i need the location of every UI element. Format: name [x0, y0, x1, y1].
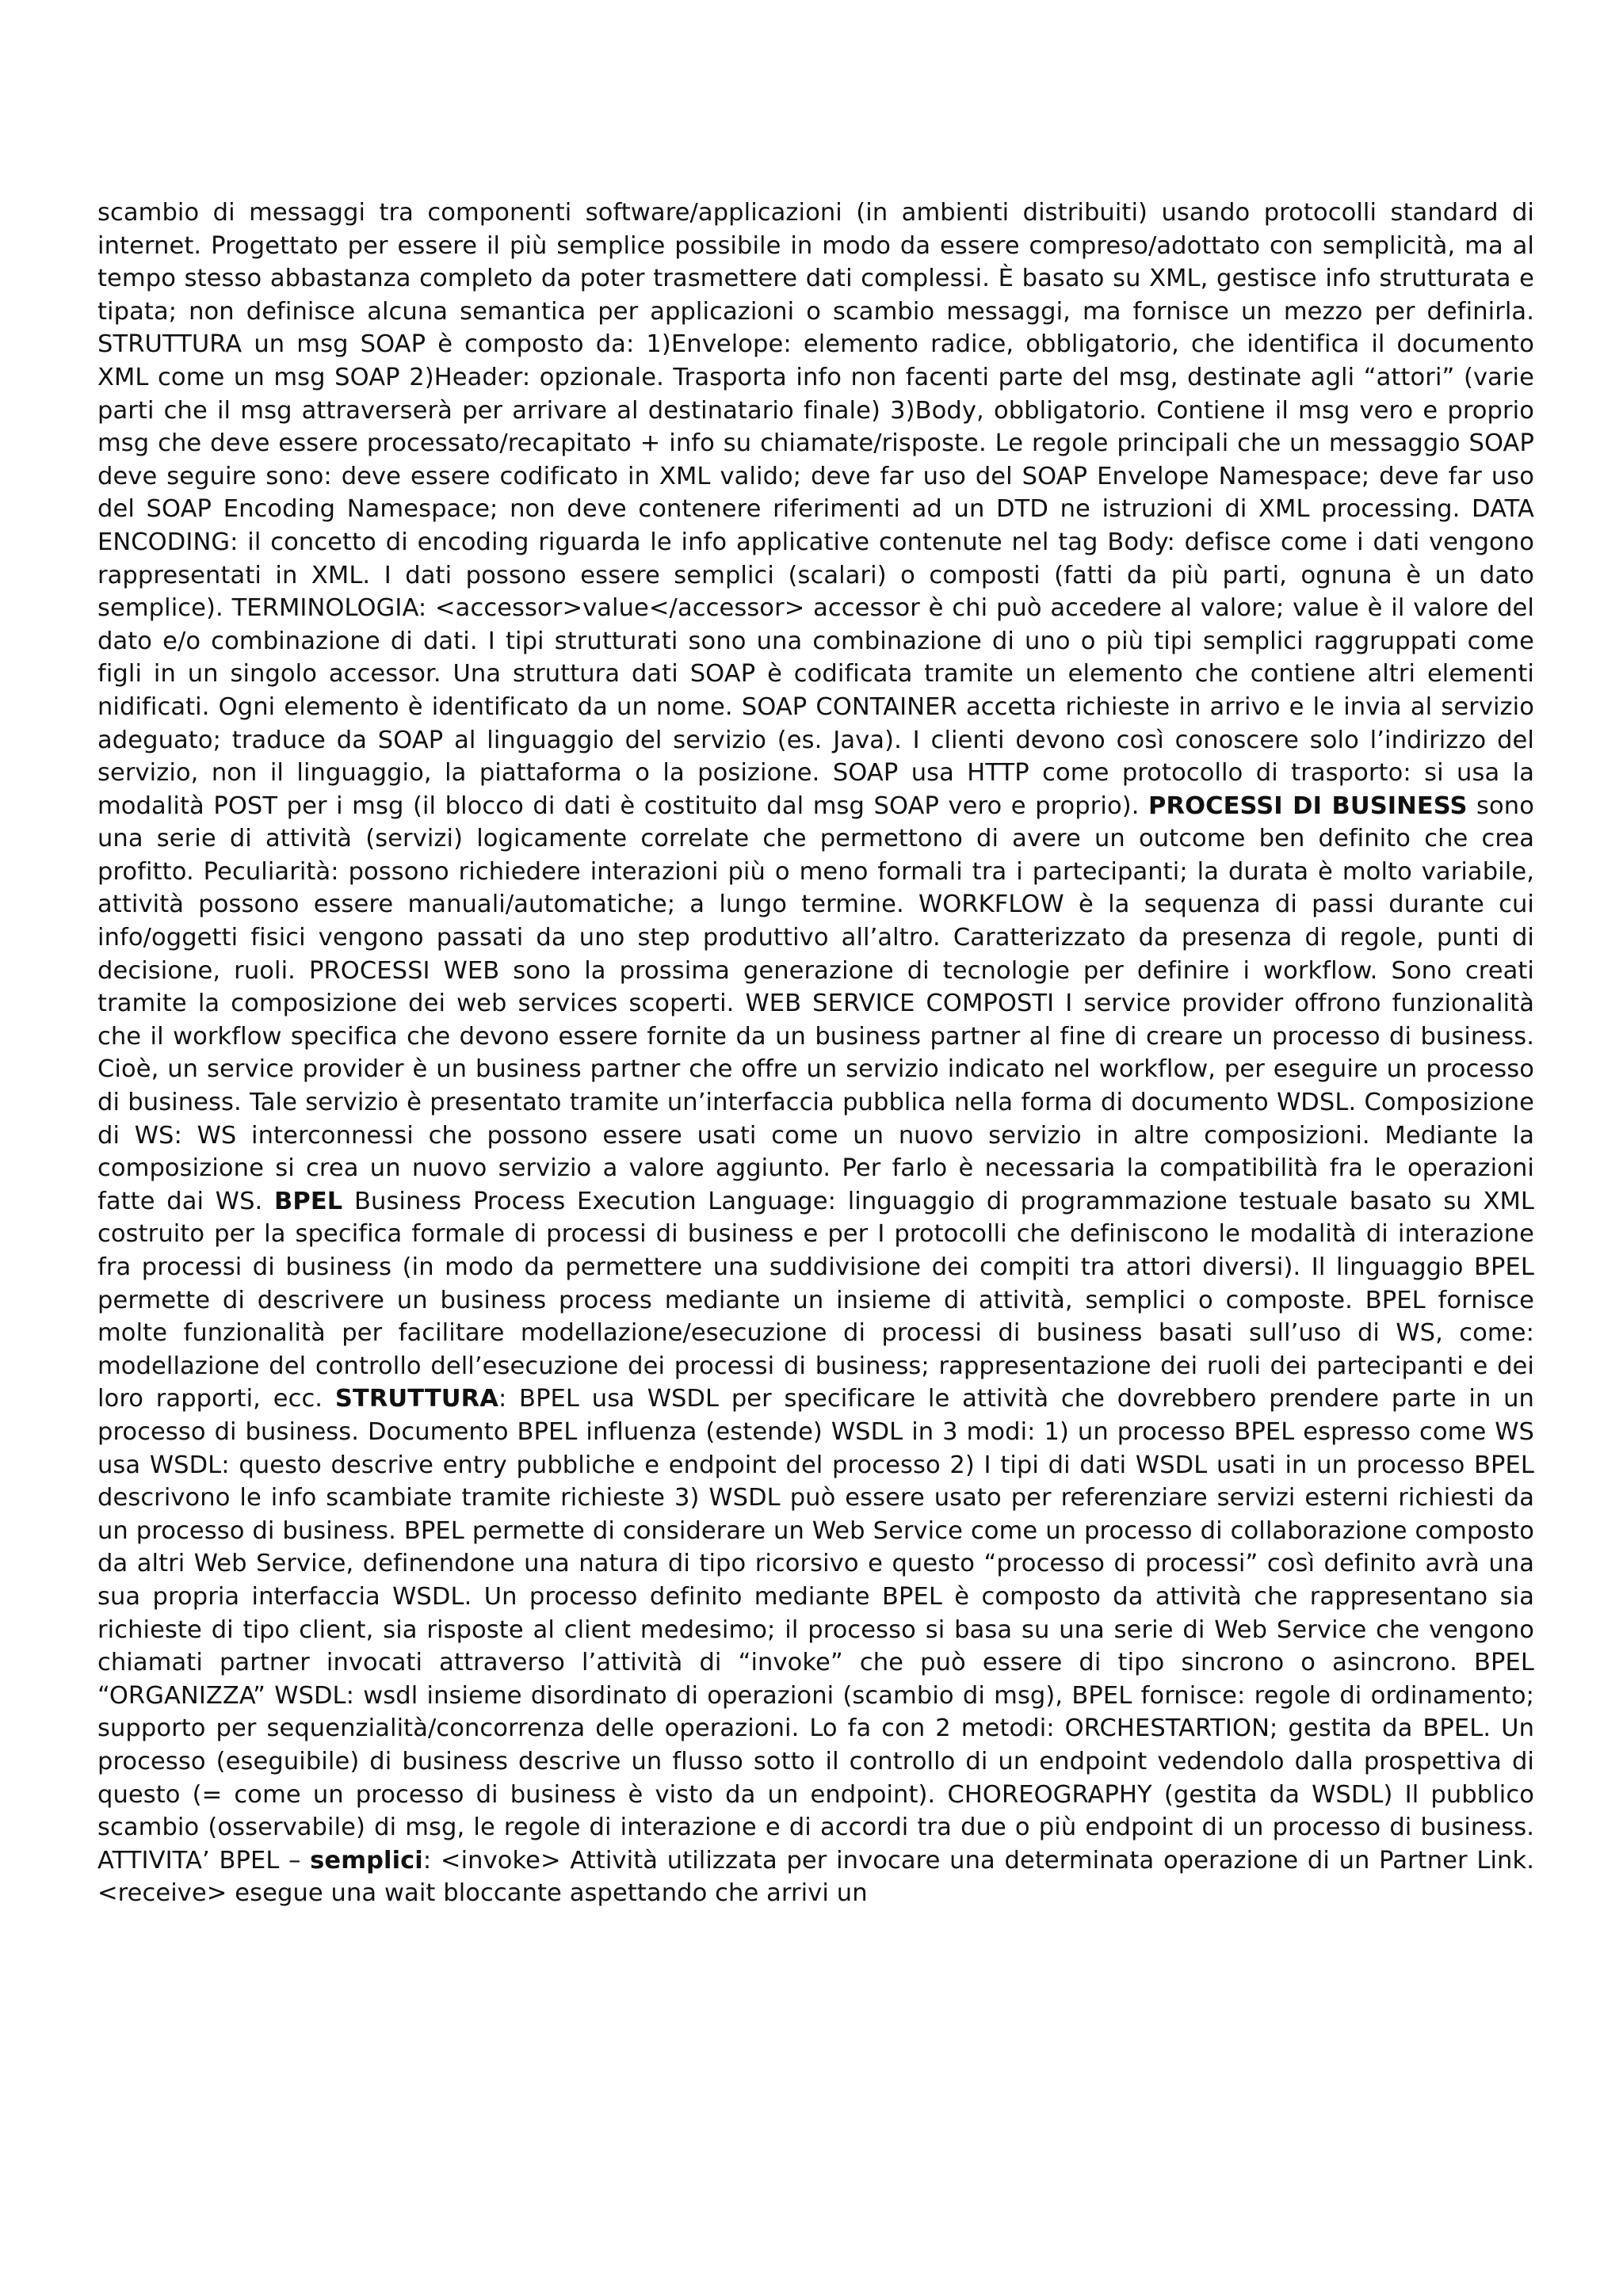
body-paragraph	[97, 196, 1534, 1910]
heading-bpel: BPEL	[274, 1187, 343, 1215]
text-run: scambio di messaggi tra componenti software/applicazioni (in ambienti distribuiti) usando protocolli standard di internet. Progettato per essere il più semplice possibile in modo da essere compreso/adottato con semplicità, ma al tempo stesso abbastanza completo da poter trasmettere dati complessi. È basato su XML, gestisce info strutturata e tipata; non definisce alcuna semantica per applicazioni o scambio messaggi, ma fornisce un mezzo per definirla. STRUTTURA un msg SOAP è composto da: 1)Envelope: elemento radice, obbligatorio, che identifica il documento XML come un msg SOAP 2)Header: opzionale. Trasporta info non facenti parte del msg, destinate agli “attori” (varie parti che il msg attraverserà per arrivare al destinatario finale) 3)Body, obbligatorio. Contiene il msg vero e proprio msg che deve essere processato/recapitato + info su chiamate/risposte. Le regole principali che un messaggio SOAP deve seguire sono: deve essere codificato in XML valido; deve far uso del SOAP Envelope Namespace; deve far uso del SOAP Encoding Namespace; non deve contenere riferimenti ad un DTD ne istruzioni di XML processing. DATA ENCODING: il concetto di encoding riguarda le info applicative contenute nel tag Body: defisce come i dati vengono rappresentati in XML. I dati possono essere semplici (scalari) o composti (fatti da più parti, ognuna è un dato semplice). TERMINOLOGIA: <accessor>value</accessor> accessor è chi può accedere al valore; value è il valore del dato e/o combinazione di dati. I tipi strutturati sono una combinazione di uno o più tipi semplici raggruppati come figli in un singolo accessor. Una struttura dati SOAP è codificata tramite un elemento che contiene altri elementi nidificati. Ogni elemento è identificato da un nome. SOAP CONTAINER accetta richieste in arrivo e le invia al servizio adeguato; traduce da SOAP al linguaggio del servizio (es. Java). I clienti devono così conoscere solo l’indirizzo del servizio, non il linguaggio, la piattaforma o la posizione. SOAP usa HTTP come protocollo di trasporto: si usa la modalità POST per i msg (il blocco di dati è costituito dal msg SOAP vero e proprio).	[97, 199, 1534, 820]
heading-struttura: STRUTTURA	[334, 1385, 498, 1413]
heading-processi-di-business: PROCESSI DI BUSINESS	[1148, 791, 1468, 820]
heading-semplici: semplici	[310, 1846, 423, 1875]
text-run: sono una serie di attività (servizi) logicamente correlate che permettono di avere un outcome ben definito che crea profitto. Peculiarità: possono richiedere interazioni più o meno formali tra i partecipanti; la durata è molto variabile, attività possono essere manuali/automatiche; a lungo termine. WORKFLOW è la sequenza di passi durante cui info/oggetti fisici vengono passati da uno step produttivo all’altro. Caratterizzato da presenza di regole, punti di decisione, ruoli. PROCESSI WEB sono la prossima generazione di tecnologie per definire i workflow. Sono creati tramite la composizione dei web services scoperti. WEB SERVICE COMPOSTI I service provider offrono funzionalità che il workflow specifica che devono essere fornite da un business partner al fine di creare un processo di business. Cioè, un service provider è un business partner che offre un servizio indicato nel workflow, per eseguire un processo di business. Tale servizio è presentato tramite un’interfaccia pubblica nella forma di documento WDSL. Composizione di WS: WS interconnessi che possono essere usati come un nuovo servizio in altre composizioni. Mediante la composizione si crea un nuovo servizio a valore aggiunto. Per farlo è necessaria la compatibilità fra le operazioni fatte dai WS.	[97, 791, 1534, 1215]
text-run: : BPEL usa WSDL per specificare le attività che dovrebbero prendere parte in un processo di business. Documento BPEL influenza (estende) WSDL in 3 modi: 1) un processo BPEL espresso come WS usa WSDL: questo descrive entry pubbliche e endpoint del processo 2) I tipi di dati WSDL usati in un processo BPEL descrivono le info scambiate tramite richieste 3) WSDL può essere usato per referenziare servizi esterni richiesti da un processo di business. BPEL permette di considerare un Web Service come un processo di collaborazione composto da altri Web Service, definendone una natura di tipo ricorsivo e questo “processo di processi” così definito avrà una sua propria interfaccia WSDL. Un processo definito mediante BPEL è composto da attività che rappresentano sia richieste di tipo client, sia risposte al client medesimo; il processo si basa su una serie di Web Service che vengono chiamati partner invocati attraverso l’attività di “invoke” che può essere di tipo sincrono o asincrono. BPEL “ORGANIZZA” WSDL: wsdl insieme disordinato di operazioni (scambio di msg), BPEL fornisce: regole di ordinamento; supporto per sequenzialità/concorrenza delle operazioni. Lo fa con 2 metodi: ORCHESTARTION; gestita da BPEL. Un processo (eseguibile) di business descrive un flusso sotto il controllo di un endpoint vedendolo dalla prospettiva di questo (= come un processo di business è visto da un endpoint). CHOREOGRAPHY (gestita da WSDL) Il pubblico scambio (osservabile) di msg, le regole di interazione e di accordi tra due o più endpoint di un processo di business. ATTIVITA’ BPEL –	[97, 1385, 1534, 1875]
text-run: Business Process Execution Language: linguaggio di programmazione testuale basato su XML costruito per la specifica formale di processi di business e per I protocolli che definiscono le modalità di interazione fra processi di business (in modo da permettere una suddivisione dei compiti tra attori diversi). Il linguaggio BPEL permette di descrivere un business process mediante un insieme di attività, semplici o composte. BPEL fornisce molte funzionalità per facilitare modellazione/esecuzione di processi di business basati sull’uso di WS, come: modellazione del controllo dell’esecuzione dei processi di business; rappresentazione dei ruoli dei partecipanti e dei loro rapporti, ecc.	[97, 1187, 1534, 1413]
text-run: : <invoke> Attività utilizzata per invocare una determinata operazione di un Partner Link. <receive> esegue una wait bloccante aspettando che arrivi un	[97, 1846, 1535, 1908]
